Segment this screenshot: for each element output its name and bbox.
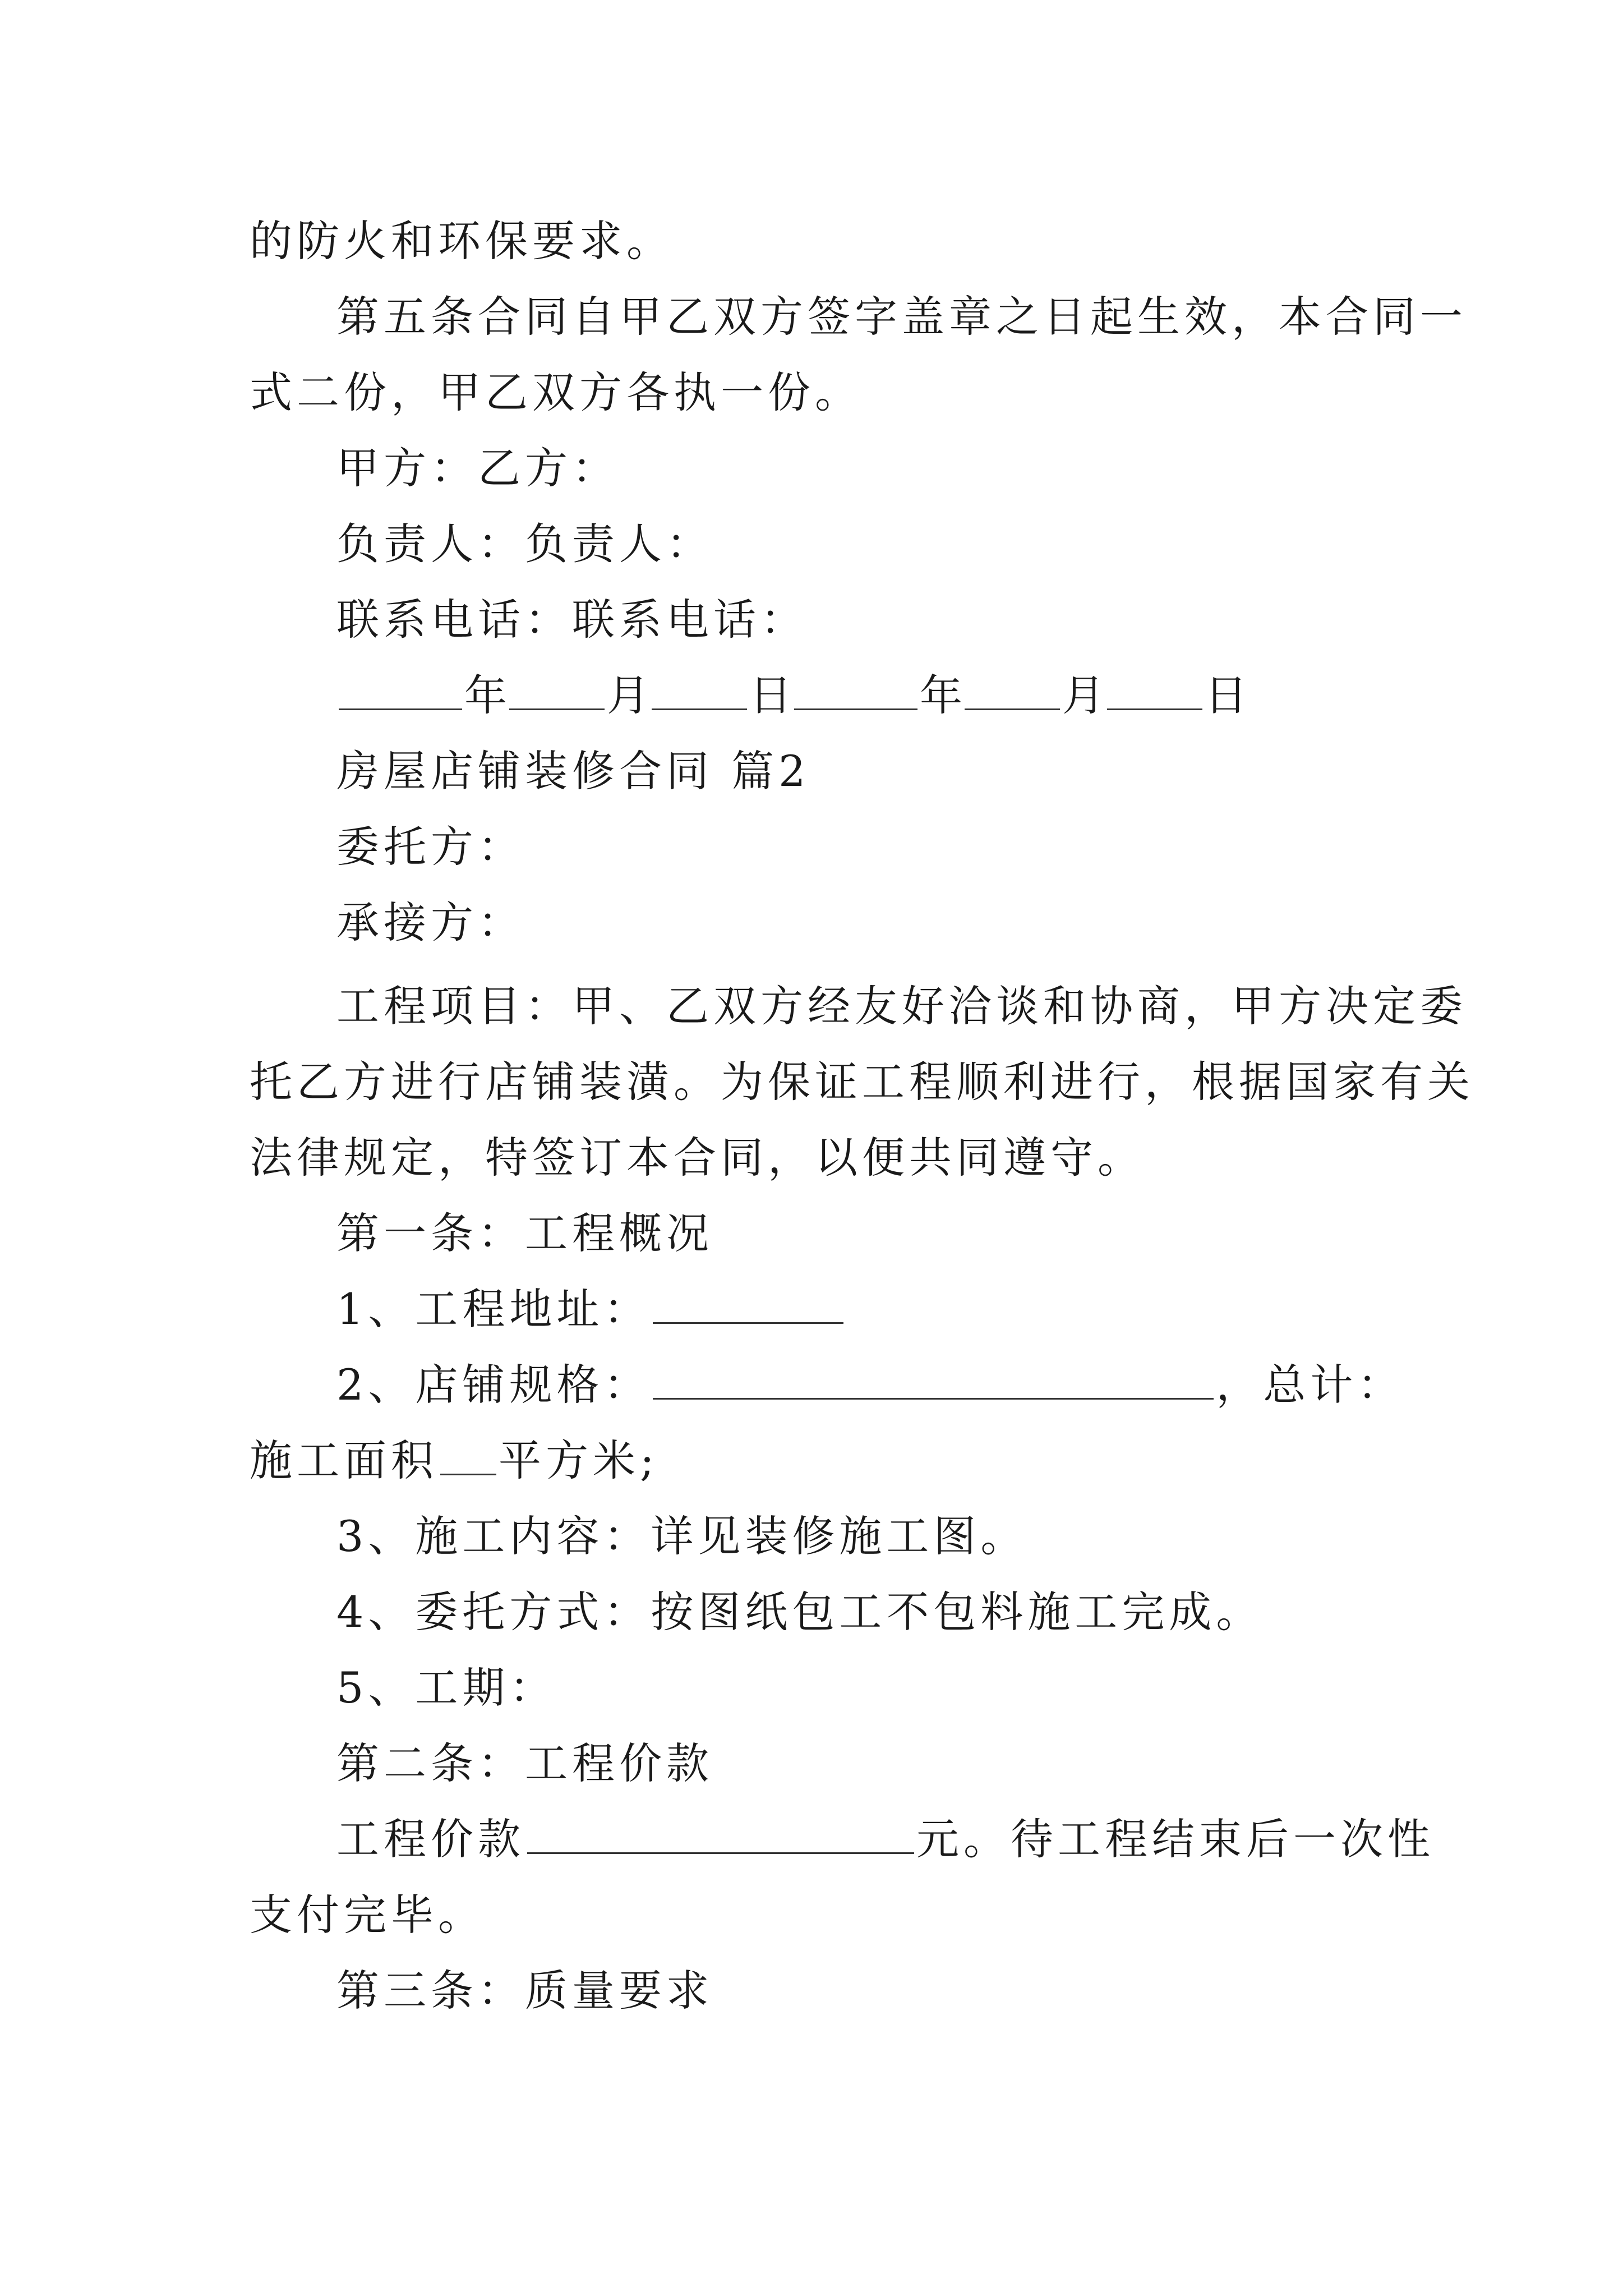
text-line: 的防火和环保要求。 [250, 216, 674, 266]
responsible-line: 负责人：负责人： [336, 519, 713, 569]
month-label: 月 [1062, 670, 1105, 720]
client-line: 委托方： [336, 822, 525, 872]
article-title: 第二条：工程价款 [336, 1738, 713, 1788]
day-label: 日 [749, 670, 792, 720]
item-label: 2、店铺规格： [336, 1360, 651, 1410]
blank-year-b [794, 671, 917, 710]
item-area [250, 1434, 659, 1488]
item-method: 4、委托方式：按图纸包工不包料施工完成。 [336, 1587, 1264, 1637]
article-title: 第一条：工程概况 [336, 1208, 713, 1258]
year-label: 年 [464, 670, 507, 720]
year-label: 年 [920, 670, 962, 720]
contractor-line: 承接方： [336, 898, 525, 947]
item-total: ，总计： [1216, 1360, 1405, 1410]
price-line-2: 支付完毕。 [250, 1890, 485, 1940]
blank-spec [653, 1361, 1214, 1400]
area-label: 施工面积 [250, 1435, 438, 1485]
article-title: 第三条：质量要求 [336, 1966, 713, 2016]
text-line: 式二份，甲乙双方各执一份。 [250, 367, 862, 417]
blank-day-b [1107, 671, 1202, 710]
day-label: 日 [1205, 670, 1247, 720]
blank-month-b [965, 671, 1060, 710]
price-label: 工程价款 [336, 1814, 525, 1864]
paragraph-line: 法律规定，特签订本合同，以便共同遵守。 [250, 1133, 1145, 1182]
item-label: 1、工程地址： [336, 1284, 651, 1334]
blank-address [653, 1285, 843, 1324]
blank-year-a [339, 671, 462, 710]
signatory-line: 甲方：乙方： [336, 443, 619, 493]
blank-month-a [509, 671, 605, 710]
area-unit: 平方米; [499, 1435, 659, 1485]
date-row [336, 669, 1247, 723]
paragraph-line: 托乙方进行店铺装潢。为保证工程顺利进行，根据国家有关 [250, 1057, 1474, 1107]
price-tail: 元。待工程结束后一次性 [916, 1814, 1435, 1864]
item-spec [336, 1358, 1404, 1412]
paragraph-line: 工程项目：甲、乙双方经友好洽谈和协商，甲方决定委 [336, 981, 1467, 1031]
blank-day-a [652, 671, 747, 710]
section-heading: 房屋店铺装修合同 篇2 [336, 746, 810, 796]
month-label: 月 [607, 670, 649, 720]
phone-line: 联系电话：联系电话： [336, 595, 808, 645]
item-address [336, 1282, 846, 1336]
item-period: 5、工期： [336, 1663, 557, 1713]
item-content: 3、施工内容：详见装修施工图。 [336, 1511, 1028, 1561]
text-line: 第五条合同自甲乙双方签字盖章之日起生效，本合同一 [336, 292, 1467, 342]
price-line [336, 1812, 1435, 1866]
blank-price [527, 1815, 914, 1854]
blank-area [440, 1437, 496, 1475]
